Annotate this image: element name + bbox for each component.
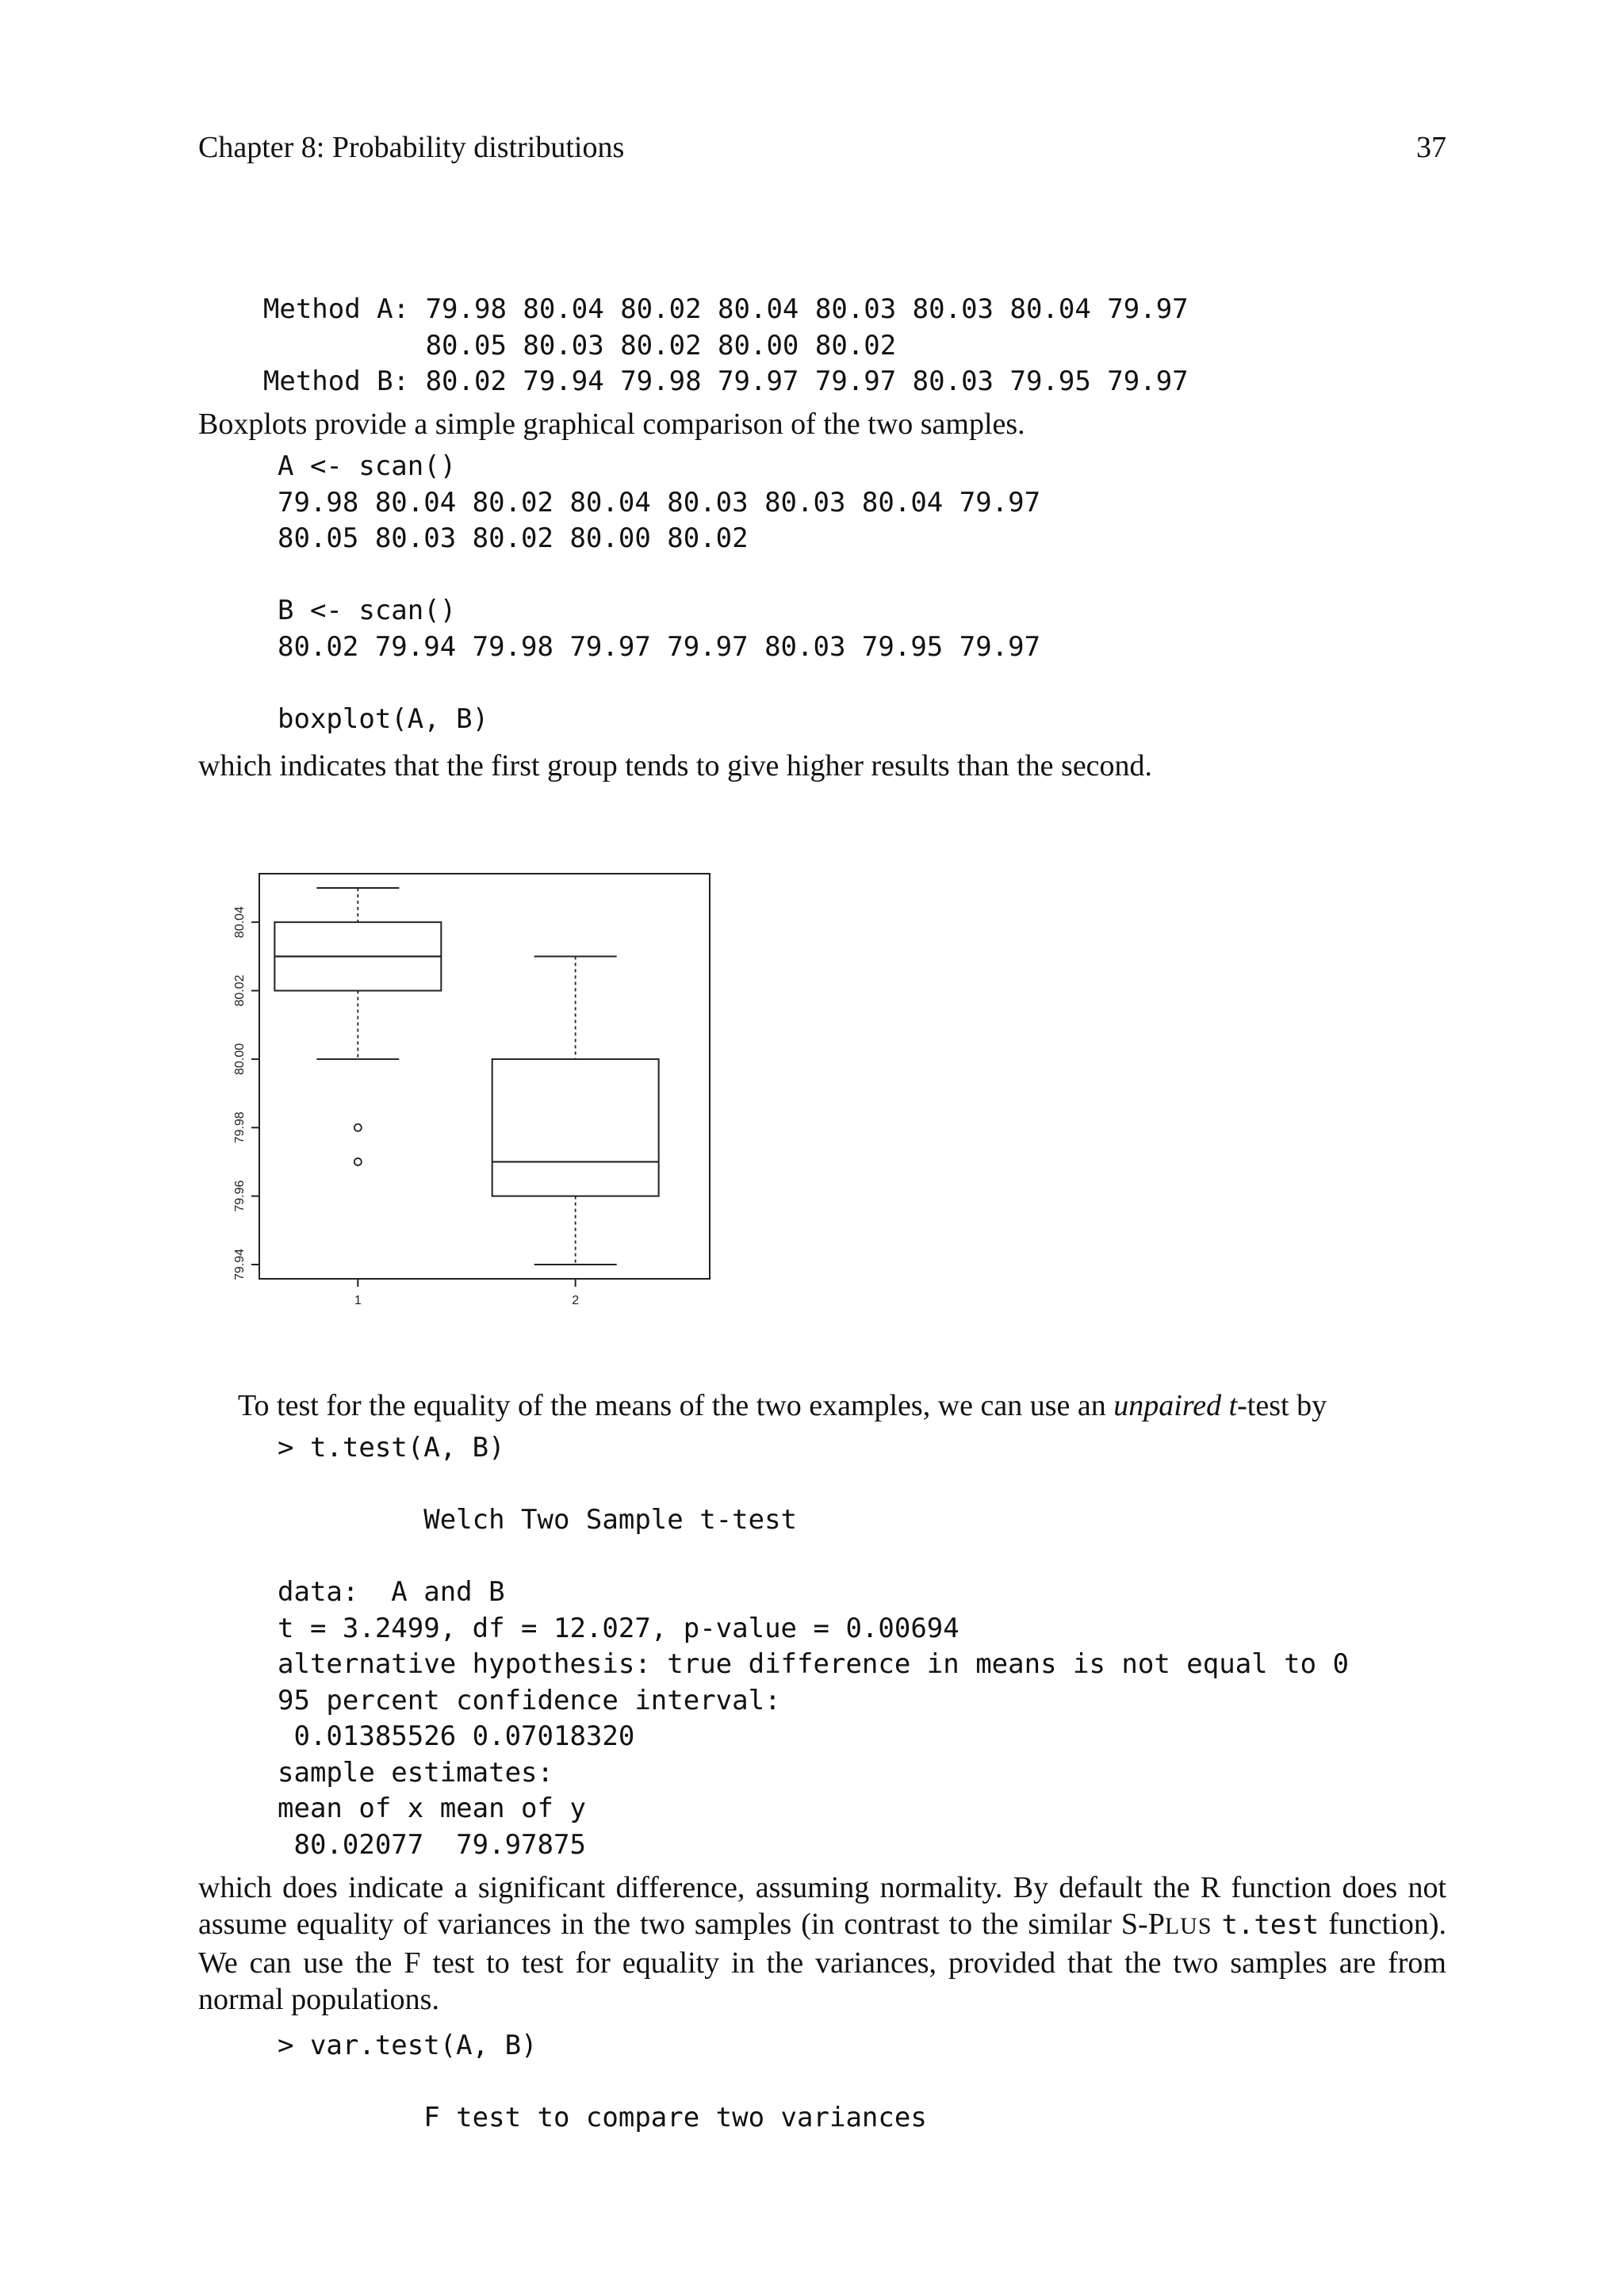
y-tick-label-2: 79.98 xyxy=(233,1112,247,1144)
ttest-intro-suffix: -test by xyxy=(1237,1389,1327,1422)
x-tick-label-1: 2 xyxy=(572,1294,580,1307)
page-number: 37 xyxy=(1416,131,1446,164)
ttest-intro-t: t xyxy=(1228,1389,1238,1422)
splus-p: P xyxy=(1147,1908,1165,1941)
paragraph-significant xyxy=(198,1869,1446,2018)
code-block-method-data: Method A: 79.98 80.04 80.02 80.04 80.03 80.03 80.04 79.97 80.05 80.03 80.02 80.00 80.02 Method B: 80.02 79.94 79.98 79.97 79.97 80.03 79.95 79.97 xyxy=(262,293,1189,397)
code-block-vartest: > var.test(A, B) F test to compare two variances xyxy=(278,2030,927,2133)
running-header-title: Chapter 8: Probability distributions xyxy=(198,131,625,164)
significant-text-2: function). We can use the F test to test for equality in the variances, provided that the two samples are from normal populations. xyxy=(198,1908,1447,2016)
box-1-outlier-1 xyxy=(354,1158,362,1165)
code-block-ttest: > t.test(A, B) Welch Two Sample t-test data: A and B t = 3.2499, df = 12.027, p-value = 0.00694 alternative hypothesis: true difference in means is not equal to 0 95 percent confidence interval: 0.01385526 0.07018320 sample estimates: mean of x mean of y 80.02077 79.97875 xyxy=(278,1432,1350,1861)
paragraph-ttest-intro xyxy=(238,1387,1451,1424)
boxplot-chart xyxy=(214,864,730,1340)
y-tick-label-1: 79.96 xyxy=(233,1180,247,1212)
paragraph-boxplots: Boxplots provide a simple graphical comparison of the two samples. xyxy=(198,408,1025,441)
y-tick-label-0: 79.94 xyxy=(233,1248,247,1281)
plot-frame xyxy=(259,874,710,1279)
x-tick-label-0: 1 xyxy=(354,1294,362,1307)
y-tick-label-3: 80.00 xyxy=(233,1043,247,1075)
inline-code-ttest: t.test xyxy=(1221,1909,1320,1941)
y-tick-label-4: 80.02 xyxy=(233,974,247,1007)
box-2-iqr xyxy=(492,1059,659,1196)
ttest-intro-text: To test for the equality of the means of the two examples, we can use an xyxy=(238,1389,1114,1422)
splus-lus: LUS xyxy=(1164,1913,1212,1939)
box-1-outlier-0 xyxy=(354,1124,362,1131)
significant-text-1: which does indicate a significant difference, assuming normality. By default the R function does not assume equality of variances in the two samples (in contrast to the similar S- xyxy=(198,1871,1446,1941)
ttest-intro-emphasis: unpaired xyxy=(1113,1389,1222,1422)
paragraph-indicates: which indicates that the first group tends to give higher results than the second. xyxy=(198,749,1153,783)
y-tick-label-5: 80.04 xyxy=(233,906,247,939)
code-block-scan: A <- scan() 79.98 80.04 80.02 80.04 80.03 80.03 80.04 79.97 80.05 80.03 80.02 80.00 80.02 B <- scan() 80.02 79.94 79.98 79.97 79.97 80.03 79.95 79.97 boxplot(A, B) xyxy=(278,450,1041,735)
